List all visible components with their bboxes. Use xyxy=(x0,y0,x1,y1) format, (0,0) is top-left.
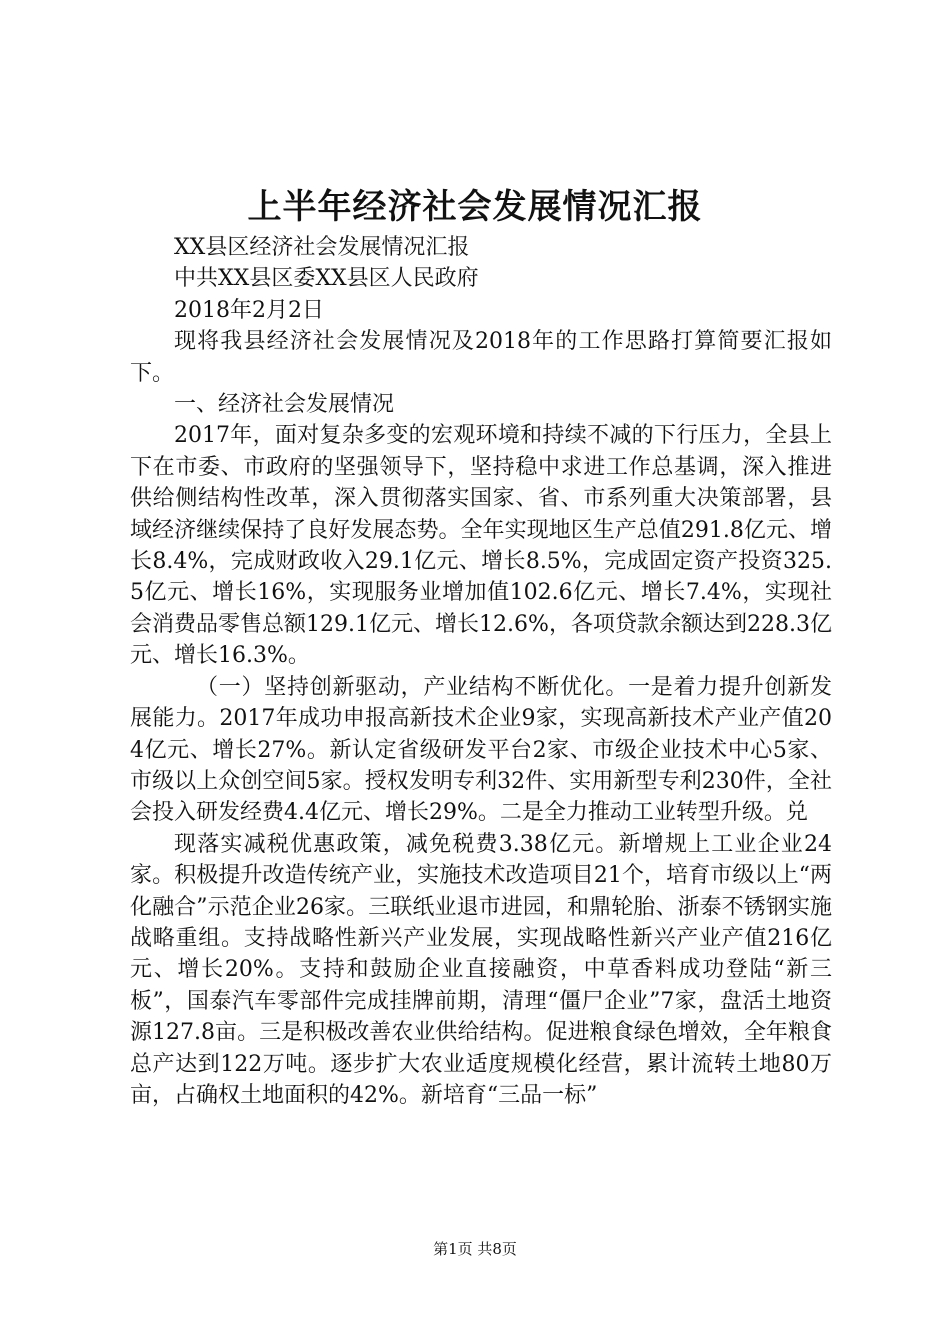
document-title: 上半年经济社会发展情况汇报 xyxy=(247,187,703,227)
body-paragraph: 2017年，面对复杂多变的宏观环境和持续不减的下行压力，全县上下在市委、市政府的坚强领导下，坚持稳中求进工作总基调，深入推进供给侧结构性改革，深入贯彻落实国家、省、市系列重大决策部署，县域经济继续保持了良好发展态势。全年实现地区生产总值291.8亿元、增长8.4%，完成财政收入29.1亿元、增长8.5%，完成固定资产投资325.5亿元、增长16%，实现服务业增加值102.6亿元、增长7.4%，实现社会消费品零售总额129.1亿元、增长12.6%，各项贷款余额达到228.3亿元、增长16.3%。 xyxy=(130,423,832,669)
intro-paragraph: 现将我县经济社会发展情况及2018年的工作思路打算简要汇报如下。 xyxy=(130,329,832,386)
report-subtitle: XX县区经济社会发展情况汇报 xyxy=(174,235,470,260)
body-paragraph: （一）坚持创新驱动，产业结构不断优化。一是着力提升创新发展能力。2017年成功申报高新技术企业9家，实现高新技术产业产值204亿元、增长27%。新认定省级研发平台2家、市级企业技术中心5家、市级以上众创空间5家。授权发明专利32件、实用新型专利230件，全社会投入研发经费4.4亿元、增长29%。二是全力推动工业转型升级。兑 xyxy=(130,674,832,826)
page-footer: 第1页 共8页 xyxy=(433,1240,517,1258)
issuing-authority: 中共XX县区委XX县区人民政府 xyxy=(174,266,479,292)
section-heading: 一、经济社会发展情况 xyxy=(174,392,395,418)
report-date: 2018年2月2日 xyxy=(174,297,324,323)
document-body xyxy=(130,232,832,1111)
body-paragraph: 现落实减税优惠政策，减免税费3.38亿元。新增规上工业企业24家。积极提升改造传统产业，实施技术改造项目21个，培育市级以上“两化融合”示范企业26家。三联纸业退市进园，和鼎轮胎、浙泰不锈钢实施战略重组。支持战略性新兴产业发展，实现战略性新兴产业产值216亿元、增长20%。支持和鼓励企业直接融资，中草香料成功登陆“新三板”，国泰汽车零部件完成挂牌前期，清理“僵尸企业”7家，盘活土地资源127.8亩。三是积极改善农业供给结构。促进粮食绿色增效，全年粮食总产达到122万吨。逐步扩大农业适度规模化经营，累计流转土地80万亩，占确权土地面积的42%。新培育“三品一标” xyxy=(130,831,832,1108)
